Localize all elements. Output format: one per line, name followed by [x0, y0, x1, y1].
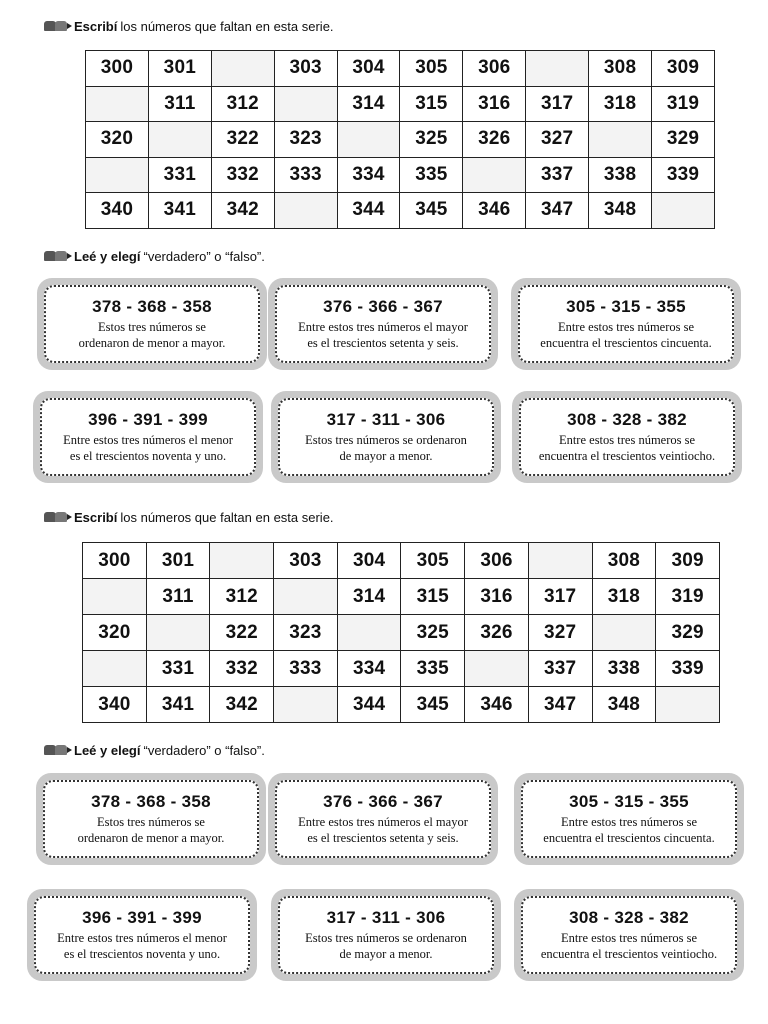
number-cell: 344	[337, 687, 401, 723]
number-cell: 323	[274, 122, 337, 158]
statement-line: Estos tres números se	[97, 815, 205, 829]
number-cell: 303	[274, 543, 338, 579]
blank-answer-cell[interactable]	[465, 651, 529, 687]
number-cell: 306	[463, 51, 526, 87]
number-cell: 326	[463, 122, 526, 158]
number-cell: 319	[656, 579, 720, 615]
number-cell: 331	[146, 651, 210, 687]
number-sequence: 305 - 315 - 355	[569, 792, 689, 811]
statement-line: Entre estos tres números se	[557, 320, 695, 334]
number-cell: 332	[211, 157, 274, 193]
blank-answer-cell[interactable]	[210, 543, 274, 579]
number-cell: 346	[465, 687, 529, 723]
instruction-true-false-2	[44, 741, 265, 759]
book-arrow-icon	[44, 250, 70, 263]
number-cell: 319	[652, 86, 715, 122]
number-cell: 345	[401, 687, 465, 723]
number-cell: 345	[400, 193, 463, 229]
number-cell: 332	[210, 651, 274, 687]
statement-card	[271, 391, 501, 483]
number-sequence: 308 - 328 - 382	[569, 908, 689, 927]
instruction-verb: Leé y elegí	[74, 742, 141, 758]
instruction-text: los números que faltan en esta serie.	[120, 18, 334, 34]
table-row	[86, 86, 715, 122]
number-sequence: 396 - 391 - 399	[82, 908, 202, 927]
number-series-table-1	[85, 50, 715, 229]
statement-line: de mayor a menor.	[339, 947, 433, 961]
number-cell: 327	[526, 122, 589, 158]
number-cell: 304	[337, 51, 400, 87]
number-sequence: 376 - 366 - 367	[323, 297, 443, 316]
number-cell: 342	[211, 193, 274, 229]
blank-answer-cell[interactable]	[274, 86, 337, 122]
table-row	[86, 51, 715, 87]
table-row	[83, 651, 720, 687]
statement-line: ordenaron de menor a mayor.	[78, 336, 226, 350]
blank-answer-cell[interactable]	[146, 615, 210, 651]
number-cell: 316	[465, 579, 529, 615]
statement-line: encuentra el trescientos cincuenta.	[543, 831, 715, 845]
number-cell: 341	[146, 687, 210, 723]
statement-line: Entre estos tres números el menor	[63, 433, 233, 447]
number-cell: 314	[337, 86, 400, 122]
number-cell: 337	[526, 157, 589, 193]
number-cell: 300	[83, 543, 147, 579]
number-cell: 348	[592, 687, 656, 723]
number-cell: 318	[592, 579, 656, 615]
blank-answer-cell[interactable]	[83, 579, 147, 615]
statement-line: Estos tres números se	[98, 320, 206, 334]
blank-answer-cell[interactable]	[592, 615, 656, 651]
number-cell: 329	[652, 122, 715, 158]
number-cell: 348	[589, 193, 652, 229]
blank-answer-cell[interactable]	[337, 122, 400, 158]
number-sequence: 317 - 311 - 306	[326, 908, 446, 927]
statement-card	[514, 889, 744, 981]
number-cell: 315	[400, 86, 463, 122]
number-cell: 316	[463, 86, 526, 122]
number-sequence: 305 - 315 - 355	[566, 297, 686, 316]
statement-card	[37, 278, 267, 370]
book-arrow-icon	[44, 744, 70, 757]
number-cell: 301	[146, 543, 210, 579]
number-cell: 334	[337, 157, 400, 193]
number-cell: 347	[526, 193, 589, 229]
number-sequence: 308 - 328 - 382	[567, 410, 687, 429]
table-row	[83, 579, 720, 615]
statement-card	[514, 773, 744, 865]
statement-card	[268, 278, 498, 370]
number-cell: 301	[148, 51, 211, 87]
statement-line: Estos tres números se ordenaron	[305, 433, 467, 447]
blank-answer-cell[interactable]	[86, 86, 149, 122]
instruction-true-false-1	[44, 247, 265, 265]
table-row	[83, 615, 720, 651]
statement-card	[36, 773, 266, 865]
number-series-table-2	[82, 542, 720, 723]
blank-answer-cell[interactable]	[528, 543, 592, 579]
number-sequence: 317 - 311 - 306	[326, 410, 446, 429]
number-cell: 317	[528, 579, 592, 615]
statement-line: Entre estos tres números se	[560, 931, 698, 945]
table-row	[83, 543, 720, 579]
number-cell: 308	[589, 51, 652, 87]
number-cell: 309	[652, 51, 715, 87]
statement-line: Estos tres números se ordenaron	[305, 931, 467, 945]
number-cell: 341	[148, 193, 211, 229]
number-cell: 331	[148, 157, 211, 193]
instruction-text: los números que faltan en esta serie.	[120, 509, 334, 525]
statement-line: Entre estos tres números el menor	[57, 931, 227, 945]
number-cell: 317	[526, 86, 589, 122]
statement-card	[512, 391, 742, 483]
number-cell: 333	[274, 651, 338, 687]
statement-line: encuentra el trescientos veintiocho.	[540, 947, 718, 961]
table-row	[86, 157, 715, 193]
number-sequence: 378 - 368 - 358	[91, 792, 211, 811]
blank-answer-cell[interactable]	[83, 651, 147, 687]
number-cell: 312	[210, 579, 274, 615]
number-cell: 329	[656, 615, 720, 651]
blank-answer-cell[interactable]	[148, 122, 211, 158]
number-cell: 333	[274, 157, 337, 193]
number-cell: 340	[83, 687, 147, 723]
number-sequence: 378 - 368 - 358	[92, 297, 212, 316]
instruction-verb: Leé y elegí	[74, 248, 141, 264]
blank-answer-cell[interactable]	[463, 157, 526, 193]
instruction-text: “verdadero” o “falso”.	[143, 742, 265, 758]
instruction-verb: Escribí	[74, 18, 118, 34]
number-cell: 305	[400, 51, 463, 87]
number-cell: 309	[656, 543, 720, 579]
number-cell: 335	[400, 157, 463, 193]
number-cell: 322	[211, 122, 274, 158]
number-cell: 304	[337, 543, 401, 579]
statement-line: es el trescientos setenta y seis.	[307, 336, 459, 350]
blank-answer-cell[interactable]	[274, 193, 337, 229]
number-cell: 338	[592, 651, 656, 687]
statement-card	[271, 889, 501, 981]
table-row	[86, 122, 715, 158]
number-cell: 338	[589, 157, 652, 193]
instruction-complete-series-1	[44, 17, 334, 35]
number-cell: 337	[528, 651, 592, 687]
number-cell: 311	[148, 86, 211, 122]
blank-answer-cell[interactable]	[274, 579, 338, 615]
statement-line: encuentra el trescientos veintiocho.	[538, 449, 716, 463]
number-cell: 335	[401, 651, 465, 687]
blank-answer-cell[interactable]	[86, 157, 149, 193]
statement-line: Entre estos tres números se	[560, 815, 698, 829]
blank-answer-cell[interactable]	[589, 122, 652, 158]
statement-card	[27, 889, 257, 981]
number-cell: 346	[463, 193, 526, 229]
number-cell: 334	[337, 651, 401, 687]
blank-answer-cell[interactable]	[274, 687, 338, 723]
number-cell: 347	[528, 687, 592, 723]
number-cell: 300	[86, 51, 149, 87]
statement-line: de mayor a menor.	[339, 449, 433, 463]
number-cell: 325	[400, 122, 463, 158]
statement-card	[268, 773, 498, 865]
instruction-text: “verdadero” o “falso”.	[143, 248, 265, 264]
number-cell: 320	[86, 122, 149, 158]
statement-line: ordenaron de menor a mayor.	[77, 831, 225, 845]
statement-line: es el trescientos noventa y uno.	[63, 947, 221, 961]
number-cell: 308	[592, 543, 656, 579]
statement-line: es el trescientos setenta y seis.	[307, 831, 459, 845]
book-arrow-icon	[44, 20, 70, 33]
table-row	[86, 193, 715, 229]
number-cell: 314	[337, 579, 401, 615]
number-cell: 323	[274, 615, 338, 651]
number-cell: 340	[86, 193, 149, 229]
number-cell: 342	[210, 687, 274, 723]
blank-answer-cell[interactable]	[337, 615, 401, 651]
number-cell: 305	[401, 543, 465, 579]
number-cell: 312	[211, 86, 274, 122]
number-cell: 327	[528, 615, 592, 651]
number-sequence: 396 - 391 - 399	[88, 410, 208, 429]
statement-card	[33, 391, 263, 483]
statement-line: Entre estos tres números el mayor	[298, 320, 468, 334]
number-cell: 326	[465, 615, 529, 651]
blank-answer-cell[interactable]	[526, 51, 589, 87]
number-cell: 339	[652, 157, 715, 193]
number-cell: 315	[401, 579, 465, 615]
number-cell: 325	[401, 615, 465, 651]
number-cell: 303	[274, 51, 337, 87]
blank-answer-cell[interactable]	[211, 51, 274, 87]
number-cell: 306	[465, 543, 529, 579]
statement-line: Entre estos tres números se	[558, 433, 696, 447]
number-cell: 320	[83, 615, 147, 651]
book-arrow-icon	[44, 511, 70, 524]
blank-answer-cell[interactable]	[652, 193, 715, 229]
statement-line: encuentra el trescientos cincuenta.	[540, 336, 712, 350]
statement-card	[511, 278, 741, 370]
number-cell: 318	[589, 86, 652, 122]
number-cell: 322	[210, 615, 274, 651]
instruction-complete-series-2	[44, 508, 334, 526]
number-cell: 339	[656, 651, 720, 687]
number-cell: 311	[146, 579, 210, 615]
number-sequence: 376 - 366 - 367	[323, 792, 443, 811]
statement-line: Entre estos tres números el mayor	[298, 815, 468, 829]
number-cell: 344	[337, 193, 400, 229]
table-row	[83, 687, 720, 723]
statement-line: es el trescientos noventa y uno.	[69, 449, 227, 463]
blank-answer-cell[interactable]	[656, 687, 720, 723]
instruction-verb: Escribí	[74, 509, 118, 525]
